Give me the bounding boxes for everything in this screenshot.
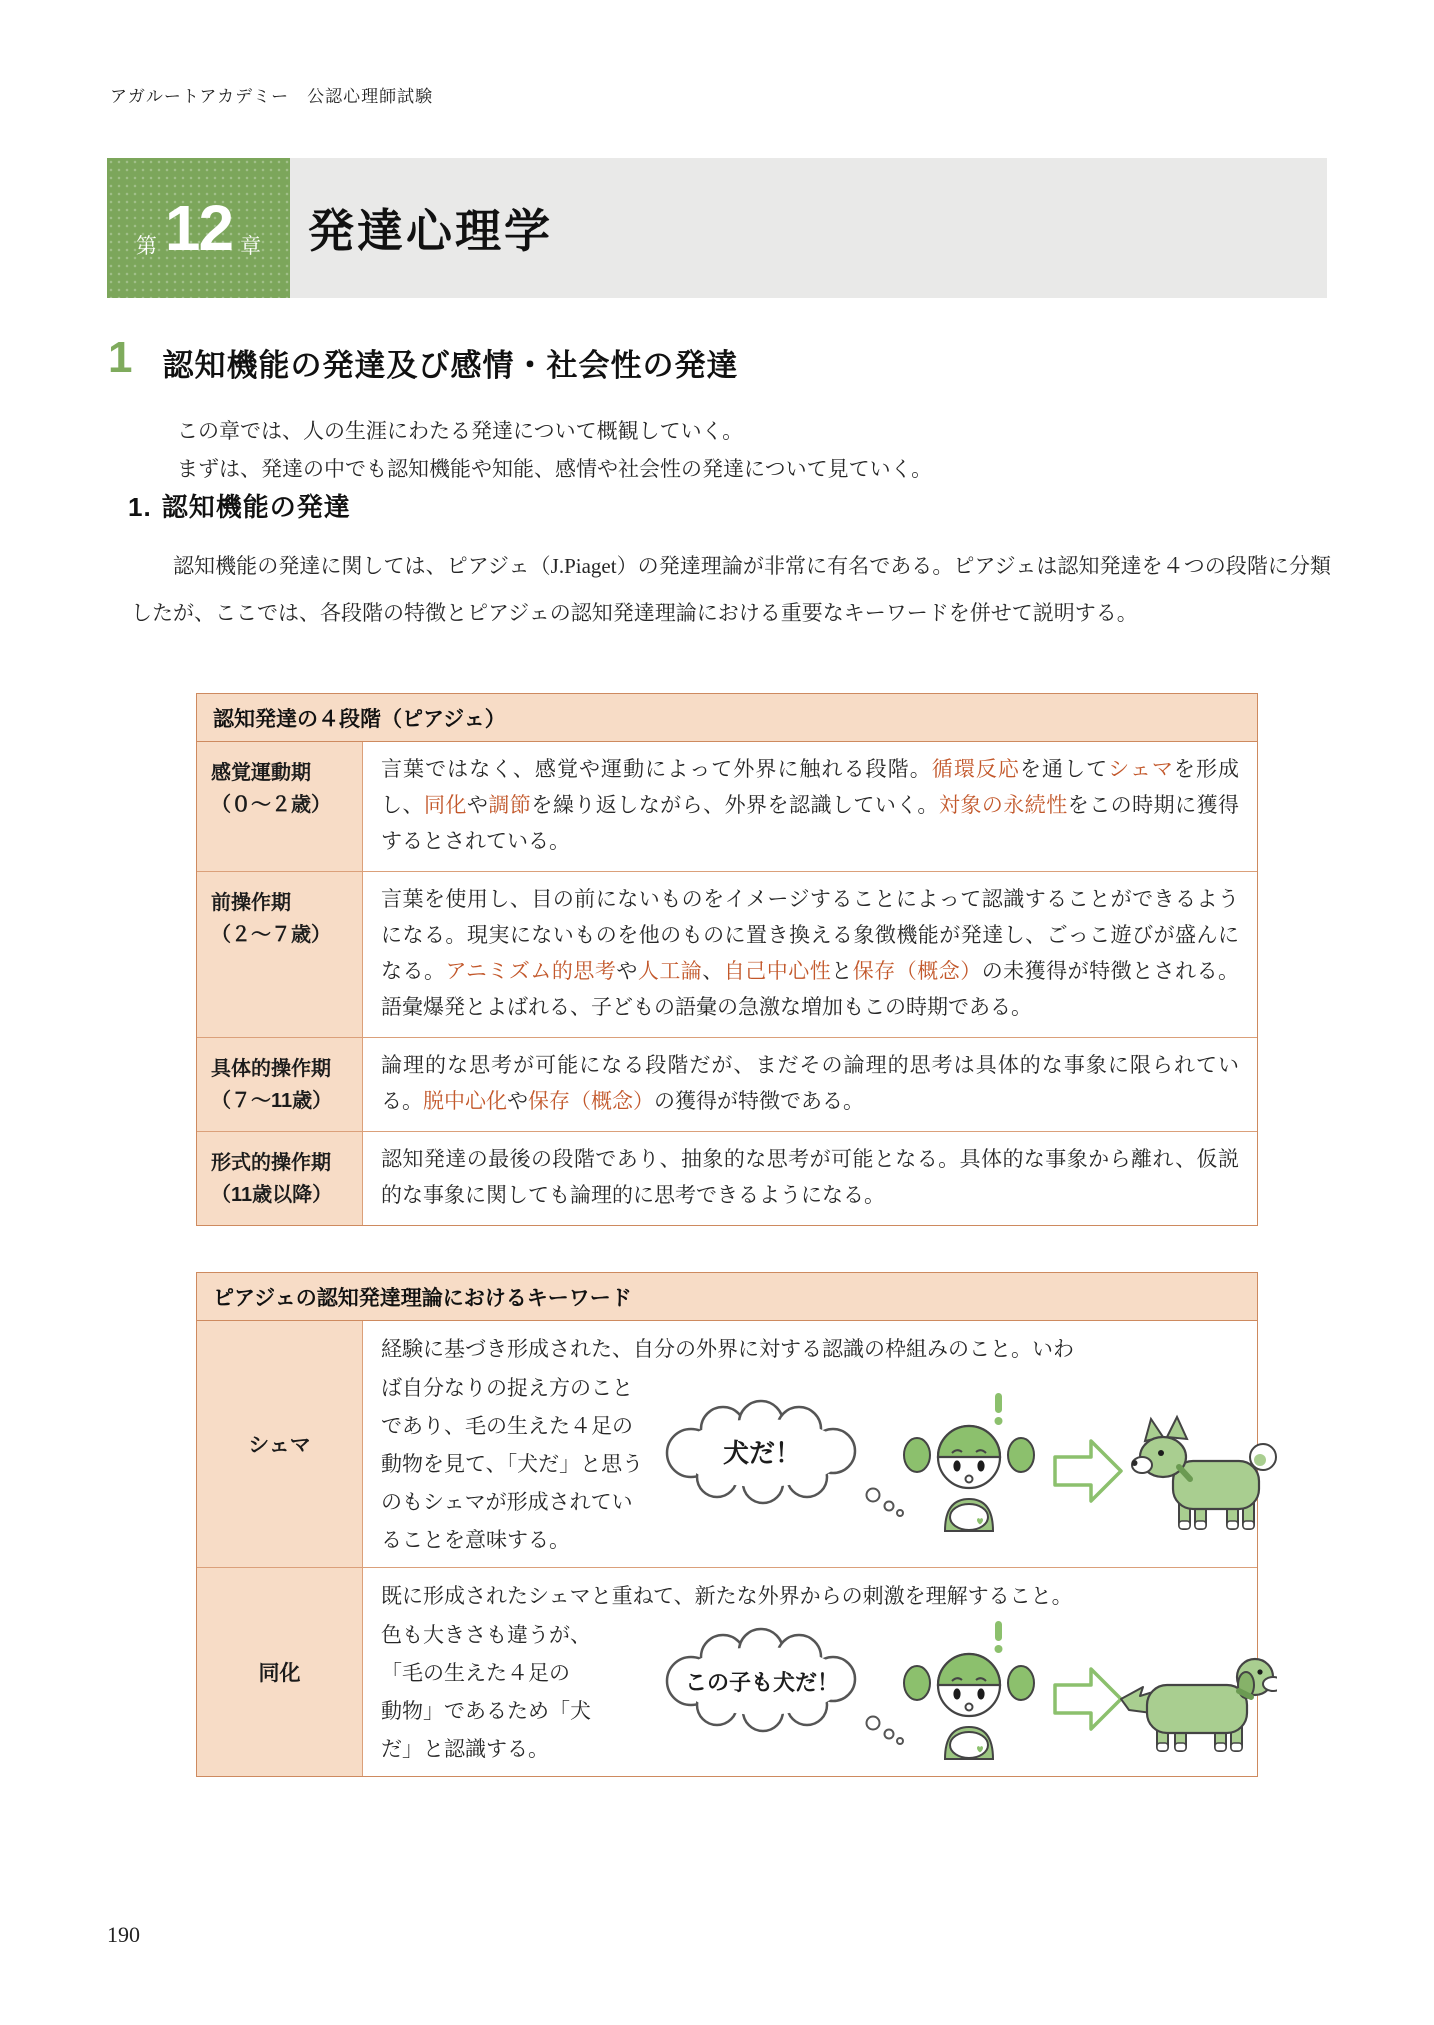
keyword-highlight: 同化 — [423, 793, 467, 817]
stage-description — [363, 872, 1257, 1037]
keyword-table — [196, 1272, 1258, 1777]
stage-name: 前操作期 — [211, 892, 291, 914]
thought-bubble-icon — [667, 1401, 855, 1503]
keyword-illustration — [653, 1617, 1277, 1767]
stage-row — [197, 742, 1257, 871]
dog-body — [1147, 1685, 1247, 1733]
keyword-side-lines — [381, 1616, 653, 1768]
section-heading — [108, 334, 738, 385]
exclamation-icon — [995, 1621, 1002, 1641]
arrow-right-icon — [1055, 1669, 1121, 1729]
keyword-description — [363, 1568, 1289, 1776]
intro-paragraph — [177, 412, 932, 488]
bib — [950, 1732, 988, 1758]
keyword-highlight: 循環反応 — [931, 757, 1020, 781]
page-header-text: アガルートアカデミー 公認心理師試験 — [110, 87, 434, 106]
description-text: の獲得が特徴である。 — [654, 1089, 864, 1113]
keyword-line: 動物」であるため「犬 — [381, 1699, 591, 1723]
keyword-highlight: 保存（概念） — [852, 959, 982, 983]
stage-row — [197, 1131, 1257, 1225]
keyword-description — [363, 1321, 1289, 1567]
retriever-dog-scene — [657, 1617, 1277, 1767]
keyword-line: 「毛の生えた４足の — [381, 1661, 570, 1685]
retriever-dog-illustration — [1121, 1659, 1277, 1751]
keyword-highlight: 脱中心化 — [423, 1089, 507, 1113]
description-text: の未獲得が特徴とされる。語彙爆発とよばれる、子どもの語彙の急激な増加もこの時期である。 — [381, 959, 1240, 1019]
keyword-highlight: 自己中心性 — [723, 959, 832, 983]
keyword-table-body — [197, 1321, 1257, 1776]
stage-age: （２～７歳） — [211, 924, 331, 946]
intro-line-1: この章では、人の生涯にわたる発達について概観していく。 — [177, 419, 744, 443]
description-text: と — [831, 959, 853, 983]
keyword-body — [381, 1369, 1277, 1559]
pigtail-right — [1008, 1666, 1034, 1700]
stage-age: （０～２歳） — [211, 794, 331, 816]
stage-description — [363, 1038, 1257, 1131]
keyword-highlight: 対象の永続性 — [938, 793, 1068, 817]
pigtail-left — [904, 1438, 930, 1472]
description-text: をこの時期に獲得するとされている。 — [381, 793, 1240, 853]
pigtail-left — [904, 1666, 930, 1700]
keyword-label: 同化 — [197, 1568, 363, 1776]
arrow-right-icon — [1055, 1441, 1121, 1501]
stage-label — [197, 872, 363, 1037]
chapter-banner — [107, 158, 1327, 298]
keyword-line: 色も大きさも違うが、 — [381, 1623, 591, 1647]
keyword-side-lines — [381, 1369, 653, 1559]
keyword-highlight: 保存（概念） — [528, 1089, 654, 1113]
keyword-line: ば自分なりの捉え方のこと — [381, 1376, 633, 1400]
subsection-heading — [128, 487, 351, 524]
description-text: を通して — [1019, 757, 1109, 781]
keyword-line: であり、毛の生えた４足の — [381, 1414, 633, 1438]
keyword-intro-line: 経験に基づき形成された、自分の外界に対する認識の枠組みのこと。いわ — [381, 1337, 1074, 1361]
subsection-number: 1. — [128, 492, 152, 522]
dog-body — [1173, 1461, 1259, 1509]
description-text: や — [466, 793, 489, 817]
thought-dots-icon — [867, 1717, 904, 1745]
stage-label — [197, 742, 363, 871]
keyword-highlight: シェマ — [1108, 757, 1174, 781]
description-text: を形成し、 — [381, 757, 1240, 817]
girl-hair — [938, 1426, 1000, 1457]
girl-hair — [938, 1654, 1000, 1685]
stage-name: 感覚運動期 — [211, 762, 311, 784]
chapter-prefix: 第 — [135, 235, 157, 258]
keyword-body — [381, 1616, 1277, 1768]
stage-label — [197, 1132, 363, 1225]
chapter-title: 発達心理学 — [308, 205, 553, 257]
keyword-line: のもシェマが形成されてい — [381, 1490, 633, 1514]
keyword-row — [197, 1321, 1257, 1567]
stage-age: （11歳以降） — [211, 1184, 333, 1206]
toddler-girl-illustration — [904, 1621, 1034, 1759]
keyword-highlight: 人工論 — [637, 959, 703, 983]
stage-description — [363, 1132, 1257, 1225]
stage-age: （７～11歳） — [211, 1090, 333, 1112]
keyword-highlight: 調節 — [488, 793, 532, 817]
keyword-intro-line: 既に形成されたシェマと重ねて、新たな外界からの刺激を理解すること。 — [381, 1584, 1073, 1608]
toddler-girl-illustration — [904, 1393, 1034, 1531]
description-text: や — [616, 959, 638, 983]
keyword-line: 動物を見て、「犬だ」と思う — [381, 1452, 644, 1476]
intro-line-2: まずは、発達の中でも認知機能や知能、感情や社会性の発達について見ていく。 — [177, 457, 933, 481]
description-text: 言葉ではなく、感覚や運動によって外界に触れる段階。 — [381, 757, 932, 781]
stage-table-body — [197, 742, 1257, 1225]
lead-paragraph: 認知機能の発達に関しては、ピアジェ（J.Piaget）の発達理論が非常に有名である。ピアジェは認知発達を４つの段階に分類したが、ここでは、各段階の特徴とピアジェの認知発達理論における重要なキーワードを併せて説明する。 — [131, 554, 1331, 625]
keyword-row — [197, 1567, 1257, 1776]
stage-row — [197, 1037, 1257, 1131]
stage-label — [197, 1038, 363, 1131]
thought-bubble-icon — [667, 1629, 855, 1731]
stage-row — [197, 871, 1257, 1037]
pigtail-right — [1008, 1438, 1034, 1472]
keyword-illustration — [653, 1389, 1277, 1539]
keyword-table-header: ピアジェの認知発達理論におけるキーワード — [197, 1273, 1257, 1321]
description-text: や — [507, 1089, 528, 1113]
keyword-highlight: アニミズム的思考 — [445, 959, 617, 983]
section-title: 認知機能の発達及び感情・社会性の発達 — [162, 348, 739, 383]
description-text: 認知発達の最後の段階であり、抽象的な思考が可能となる。具体的な事象から離れ、仮説的な事象に関しても論理的に思考できるようになる。 — [381, 1147, 1239, 1207]
description-text: 言葉を使用し、目の前にないものをイメージすることによって認識することができるようになる。現実にないものを他のものに置き換える象徴機能が発達し、ごっこ遊びが盛んになる。 — [381, 887, 1239, 983]
exclamation-icon — [995, 1393, 1002, 1413]
thought-dots-icon — [867, 1489, 904, 1517]
stage-name: 具体的操作期 — [211, 1058, 331, 1080]
bubble-text: 犬だ！ — [722, 1438, 802, 1468]
bubble-text: この子も犬だ！ — [684, 1670, 840, 1695]
keyword-label: シェマ — [197, 1321, 363, 1567]
shiba-dog-scene — [657, 1389, 1277, 1539]
page-number: 190 — [107, 1922, 140, 1947]
stage-table-header: 認知発達の４段階（ピアジェ） — [197, 694, 1257, 742]
description-text: を繰り返しながら、外界を認識していく。 — [531, 793, 939, 817]
description-text: 論理的な思考が可能になる段階だが、まだその論理的思考は具体的な事象に限られている。 — [381, 1053, 1239, 1113]
section-number: 1 — [108, 333, 133, 382]
stage-description — [363, 742, 1257, 871]
description-text: 、 — [702, 959, 724, 983]
chapter-title-area — [290, 158, 1327, 298]
chapter-suffix: 章 — [240, 235, 262, 258]
chapter-number-box — [107, 158, 290, 298]
bib — [950, 1504, 988, 1530]
stage-name: 形式的操作期 — [211, 1152, 331, 1174]
stage-table — [196, 693, 1258, 1226]
keyword-line: だ」と認識する。 — [381, 1737, 549, 1761]
subsection-title: 認知機能の発達 — [161, 492, 351, 522]
keyword-line: ることを意味する。 — [381, 1528, 570, 1552]
shiba-dog-illustration — [1132, 1417, 1277, 1529]
chapter-number: 12 — [164, 192, 233, 264]
